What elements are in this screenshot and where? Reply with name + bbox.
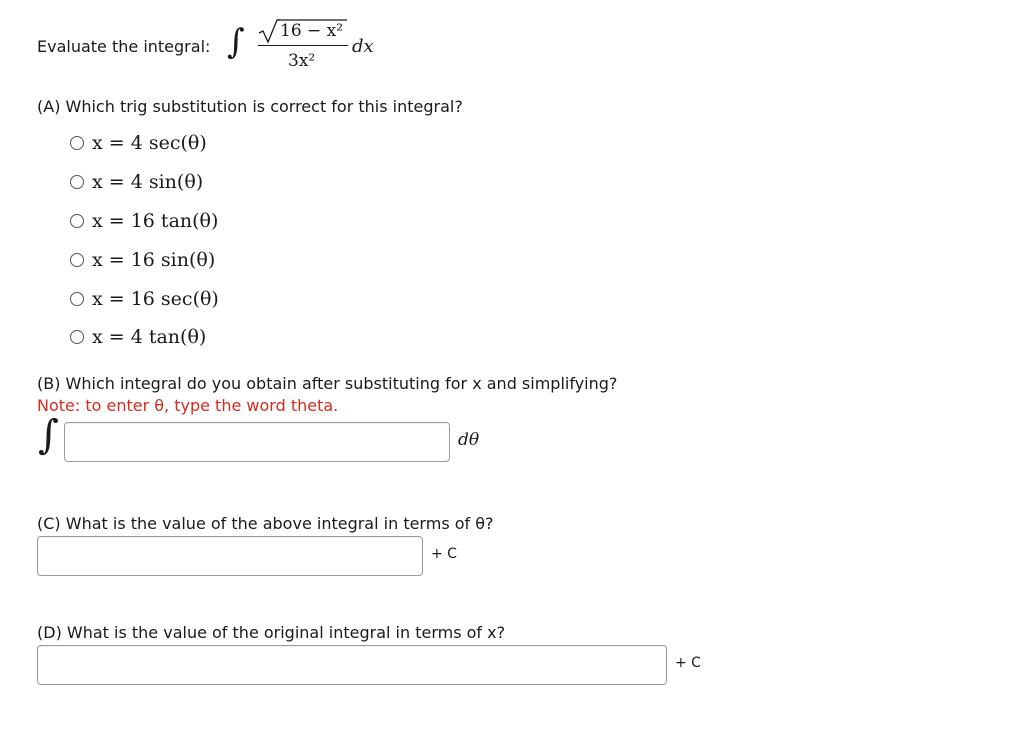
integrand-fraction (258, 14, 350, 76)
part-b-answer-input[interactable] (64, 422, 450, 462)
integrand-denominator: 3x² (288, 51, 316, 71)
option-label: x = 4 sin(θ) (92, 171, 204, 193)
part-d-question: (D) What is the value of the original integral in terms of x? (37, 623, 506, 642)
option-label: x = 16 sin(θ) (92, 249, 216, 271)
option-label: x = 16 sec(θ) (92, 288, 219, 310)
question-prompt: Evaluate the integral: (37, 37, 211, 56)
radio-button[interactable] (70, 214, 84, 228)
option-label: x = 4 sec(θ) (92, 132, 207, 154)
part-b-question: (B) Which integral do you obtain after substituting for x and simplifying? (37, 374, 618, 393)
integrand-numerator: 16 − x² (280, 21, 344, 41)
radio-button[interactable] (70, 292, 84, 306)
option-label: x = 16 tan(θ) (92, 210, 219, 232)
option-label: x = 4 tan(θ) (92, 326, 207, 348)
part-c-answer-input[interactable] (37, 536, 423, 576)
part-d-suffix: + C (675, 655, 701, 671)
radio-button[interactable] (70, 253, 84, 267)
radio-button[interactable] (70, 330, 84, 344)
radio-button[interactable] (70, 136, 84, 150)
integral-sign-icon: ∫ (227, 22, 245, 62)
part-d-answer-input[interactable] (37, 645, 667, 685)
part-b-suffix: dθ (458, 430, 480, 450)
part-a-question: (A) Which trig substitution is correct for this integral? (37, 97, 463, 116)
part-b-note: Note: to enter θ, type the word theta. (37, 396, 339, 415)
integral-sign-icon: ∫ (38, 412, 59, 458)
radio-button[interactable] (70, 175, 84, 189)
part-c-suffix: + C (431, 546, 457, 562)
part-c-question: (C) What is the value of the above integral in terms of θ? (37, 514, 494, 533)
differential: dx (352, 36, 374, 57)
fraction-bar (258, 45, 348, 46)
